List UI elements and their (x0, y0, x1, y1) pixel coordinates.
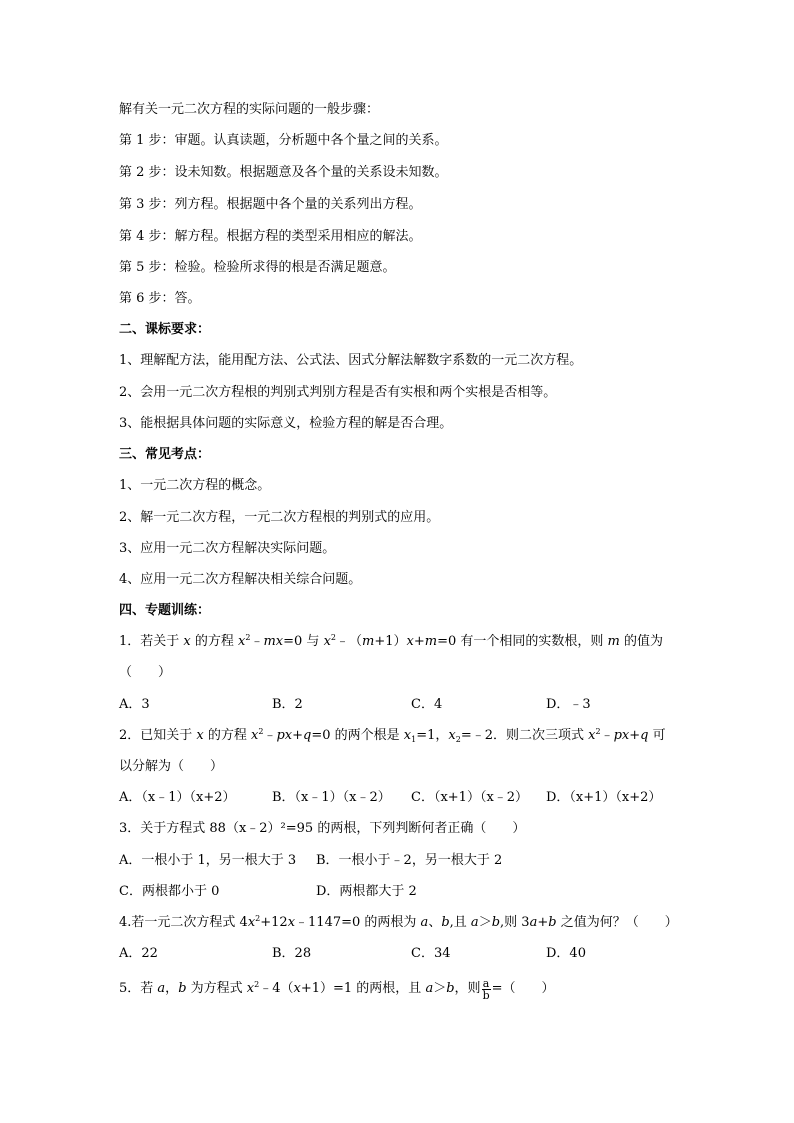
intro-title: 解有关一元二次方程的实际问题的一般步骤： (119, 102, 380, 117)
question-4-stem: 4.若一元二次方程式 $4x^2+12x﹣1147=0$ 的两根为 a、b,且 a＞b,则 3a+b 之值为何？（ ） (119, 914, 678, 930)
standard-item-3: 3、能根据具体问题的实际意义，检验方程的解是否合理。 (119, 416, 453, 431)
step-3: 第 3 步：列方程。根据题中各个量的关系列出方程。 (119, 197, 422, 212)
question-1-stem: 1．若关于 x 的方程 $x^2﹣mx=0$ 与 $x^2﹣(m+1)x+m=0$ 有一个相同的实数根，则 m 的值为 (119, 633, 664, 649)
question-4-option-d: D．40 (546, 946, 586, 961)
question-4-option-c: C．34 (411, 946, 451, 961)
question-1-stem-cont: （ ） (119, 665, 172, 680)
question-3-stem: 3．关于方程式 88（x﹣2）²=95 的两根，下列判断何者正确（ ） (119, 821, 526, 836)
question-3-option-d: D．两根都大于 2 (316, 884, 417, 899)
question-2-stem-cont: 以分解为（ ） (119, 759, 224, 774)
question-2-option-a: A．（x﹣1）（x+2） (119, 790, 236, 805)
question-2-stem: 2．已知关于 x 的方程 $x^2﹣px+q=0$ 的两个根是 $x_1=1$，$x_2=﹣2$．则二次三项式 $x^2﹣px+q$ 可 (119, 727, 666, 744)
step-6: 第 6 步：答。 (119, 291, 201, 306)
exam-point-4: 4、应用一元二次方程解决相关综合问题。 (119, 572, 362, 587)
question-1-option-a: A．3 (119, 697, 150, 712)
question-2-option-d: D．（x+1）（x+2） (546, 790, 662, 805)
standard-item-2: 2、会用一元二次方程根的判别式判别方程是否有实根和两个实根是否相等。 (119, 385, 557, 400)
question-4-option-b: B．28 (272, 946, 312, 961)
standard-item-1: 1、理解配方法，能用配方法、公式法、因式分解法解数字系数的一元二次方程。 (119, 353, 583, 368)
fraction-a-over-b: $\frac{a}{b}$ (482, 977, 490, 1002)
section-3-heading: 三、常见考点： (119, 447, 211, 462)
question-1-option-c: C．4 (411, 697, 443, 712)
question-2-option-c: C．（x+1）（x﹣2） (411, 790, 529, 805)
question-1-option-d: D．﹣3 (546, 697, 591, 712)
exam-point-2: 2、解一元二次方程，一元二次方程根的判别式的应用。 (119, 510, 440, 525)
question-4-option-a: A．22 (119, 946, 158, 961)
question-5-stem: 5．若 a，b 为方程式 $x^2﹣4(x+1)=1$ 的两根，且 a＞b，则 $\frac{a}{b}$ =（ ） (119, 977, 555, 1002)
section-4-heading: 四、专题训练： (119, 603, 211, 618)
question-2-option-b: B．（x﹣1）（x﹣2） (272, 790, 391, 805)
step-5: 第 5 步：检验。检验所求得的根是否满足题意。 (119, 260, 396, 275)
step-4: 第 4 步：解方程。根据方程的类型采用相应的解法。 (119, 229, 422, 244)
exam-point-1: 1、一元二次方程的概念。 (119, 478, 271, 493)
question-3-option-c: C．两根都小于 0 (119, 884, 220, 899)
question-3-option-b: B．一根小于﹣2，另一根大于 2 (316, 853, 503, 868)
step-2: 第 2 步：设未知数。根据题意及各个量的关系设未知数。 (119, 165, 448, 180)
question-3-option-a: A．一根小于 1，另一根大于 3 (119, 853, 297, 868)
step-1: 第 1 步：审题。认真读题，分析题中各个量之间的关系。 (119, 133, 448, 148)
section-2-heading: 二、课标要求： (119, 322, 211, 337)
exam-point-3: 3、应用一元二次方程解决实际问题。 (119, 541, 336, 556)
question-1-option-b: B．2 (272, 697, 303, 712)
